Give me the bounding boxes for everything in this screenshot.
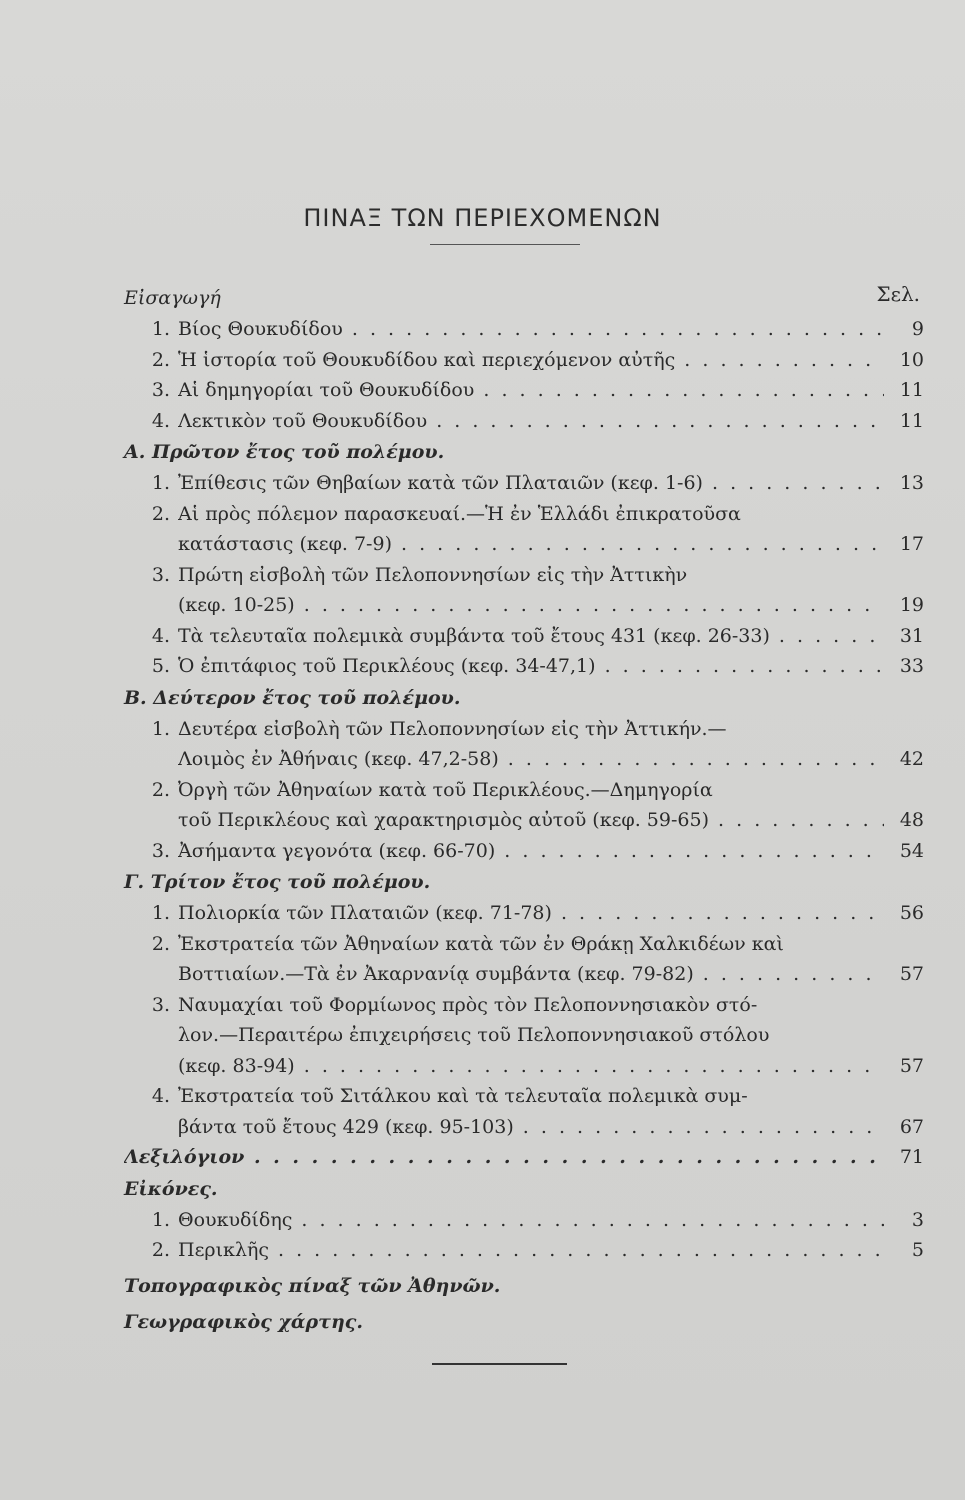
toc-entry [124, 836, 924, 867]
entry-title-line: Τὰ τελευταῖα πολεμικὰ συμβάντα τοῦ ἔτους 431 (κεφ. 26-33) . . . [178, 621, 884, 651]
entry-page: 10 [899, 348, 924, 371]
lexicon-page: 71 [899, 1146, 924, 1168]
entry-page: 54 [899, 839, 924, 862]
end-rule [432, 1363, 567, 1365]
entry-title-line: Ὁ ἐπιτάφιος τοῦ Περικλέους (κεφ. 34-47,1) . . . [178, 651, 884, 681]
toc-entry [124, 621, 924, 652]
entry-title: Περικλῆς . . . [178, 1235, 884, 1265]
entry-number: 5. [151, 655, 170, 677]
entry-page: 11 [899, 379, 924, 401]
toc-entry [124, 345, 924, 376]
section-heading-partA: Α. Πρῶτον ἔτος τοῦ πολέμου. [124, 441, 445, 463]
entry-title: Θουκυδίδης . . . [178, 1205, 884, 1235]
entry-title-line: Ἐκστρατεία τοῦ Σιτάλκου καὶ τὰ τελευταῖα πολεμικὰ συμ- [178, 1085, 748, 1107]
entry-page: 57 [899, 963, 924, 985]
entry-title-line: Δευτέρα εἰσβολὴ τῶν Πελοποννησίων εἰς τὴν Ἀττικήν.— [178, 717, 727, 740]
entry-number: 2. [151, 778, 170, 801]
table-of-contents [124, 282, 924, 1338]
entry-title-line: Πρώτη εἰσβολὴ τῶν Πελοποννησίων εἰς τὴν Ἀττικὴν [178, 563, 688, 586]
toc-entry [124, 1235, 924, 1266]
entry-title-line: τοῦ Περικλέους καὶ χαρακτηρισμὸς αὐτοῦ (κεφ. 59-65) . . . [178, 805, 884, 835]
entry-title-line: βάντα τοῦ ἔτους 429 (κεφ. 95-103) . . . [178, 1112, 884, 1142]
toc-entry [124, 775, 924, 806]
entry-title-line: Πολιορκία τῶν Πλαταιῶν (κεφ. 71-78) . . . [178, 898, 884, 928]
entry-number: 3. [151, 839, 170, 862]
entry-title-line: κατάστασις (κεφ. 7-9) . . . [178, 529, 884, 559]
entry-title: Λεκτικὸν τοῦ Θουκυδίδου . . . [178, 406, 884, 436]
entry-page: 31 [899, 624, 924, 647]
entry-title-line: Βοττιαίων.—Τὰ ἐν Ἀκαρνανίᾳ συμβάντα (κεφ. 79-82) . . . [178, 959, 884, 989]
toc-entry [124, 468, 924, 499]
entry-title-line: Ὀργὴ τῶν Ἀθηναίων κατὰ τοῦ Περικλέους.—Δημηγορία [178, 778, 713, 801]
entry-title-line: (κεφ. 83-94) . . . [178, 1051, 884, 1081]
toc-entry [124, 375, 924, 406]
entry-number: 2. [151, 502, 170, 525]
toc-entry [124, 590, 924, 621]
entry-number: 3. [151, 379, 170, 401]
entry-number: 2. [151, 932, 170, 955]
geographic-map-entry: Γεωγραφικὸς χάρτης. [124, 1310, 363, 1333]
entry-number: 3. [151, 993, 170, 1016]
entry-number: 4. [151, 1085, 170, 1107]
title-rule [430, 244, 580, 245]
entry-number: 3. [151, 563, 170, 586]
entry-number: 1. [151, 1208, 170, 1231]
entry-number: 4. [151, 624, 170, 647]
entry-page: 57 [899, 1054, 924, 1077]
toc-entry [124, 990, 924, 1021]
toc-entry [124, 898, 924, 929]
entry-page: 42 [899, 748, 924, 770]
section-heading-intro: Εἰσαγωγή [124, 287, 221, 309]
entry-page: 17 [899, 533, 924, 555]
lexicon-entry [124, 1142, 924, 1173]
toc-entry [124, 651, 924, 682]
entry-page: 11 [899, 409, 924, 432]
entry-title-line: Λοιμὸς ἐν Ἀθήναις (κεφ. 47,2-58) . . . [178, 744, 884, 774]
entry-title: Ἡ ἱστορία τοῦ Θουκυδίδου καὶ περιεχόμενον αὐτῆς . . . [178, 345, 884, 375]
lexicon-title: Λεξιλόγιον . . . [124, 1142, 884, 1172]
entry-title-line: (κεφ. 10-25) . . . [178, 590, 884, 620]
entry-number: 4. [151, 409, 170, 432]
entry-title: Αἱ δημηγορίαι τοῦ Θουκυδίδου . . . [178, 375, 884, 405]
entry-page: 33 [899, 655, 924, 677]
entry-title-line: Ἐκστρατεία τῶν Ἀθηναίων κατὰ τῶν ἐν Θράκῃ Χαλκιδέων καὶ [178, 932, 784, 955]
section-heading-partC: Γ. Τρίτον ἔτος τοῦ πολέμου. [124, 871, 431, 893]
entry-number: 1. [151, 472, 170, 494]
topographic-map-entry: Τοπογραφικὸς πίναξ τῶν Ἀθηνῶν. [124, 1274, 501, 1297]
toc-entry [124, 499, 924, 530]
toc-entry [124, 1112, 924, 1143]
entry-page: 56 [899, 902, 924, 924]
entry-title-line: λον.—Περαιτέρω ἐπιχειρήσεις τοῦ Πελοποννησιακοῦ στόλου [178, 1024, 770, 1046]
entry-title-line: Ναυμαχίαι τοῦ Φορμίωνος πρὸς τὸν Πελοποννησιακὸν στό- [178, 993, 758, 1016]
entry-page: 19 [899, 594, 924, 616]
entry-page: 5 [911, 1239, 924, 1261]
toc-entry [124, 314, 924, 345]
entry-number: 1. [151, 902, 170, 924]
section-heading-partB: Β. Δεύτερον ἔτος τοῦ πολέμου. [124, 686, 461, 709]
toc-entry [124, 1205, 924, 1236]
page-column-label: Σελ. [876, 282, 920, 306]
toc-entry [124, 1020, 924, 1051]
entry-title-line: Αἱ πρὸς πόλεμον παρασκευαί.—Ἡ ἐν Ἑλλάδι ἐπικρατοῦσα [178, 502, 741, 525]
toc-entry [124, 714, 924, 745]
entry-number: 2. [151, 1239, 170, 1261]
entry-page: 48 [899, 809, 924, 831]
entry-number: 1. [151, 717, 170, 740]
toc-entry [124, 1081, 924, 1112]
toc-entry [124, 529, 924, 560]
entry-page: 3 [911, 1208, 924, 1231]
entry-page: 13 [899, 472, 924, 494]
entry-number: 2. [151, 348, 170, 371]
toc-entry [124, 805, 924, 836]
entry-title: Βίος Θουκυδίδου . . . [178, 314, 884, 344]
entry-page: 67 [899, 1115, 924, 1138]
entry-page: 9 [911, 318, 924, 340]
toc-entry [124, 959, 924, 990]
entry-title-line: Ἀσήμαντα γεγονότα (κεφ. 66-70) . . . [178, 836, 884, 866]
entry-title-line: Ἐπίθεσις τῶν Θηβαίων κατὰ τῶν Πλαταιῶν (κεφ. 1-6) . . . [178, 468, 884, 498]
toc-entry [124, 560, 924, 591]
toc-entry [124, 1051, 924, 1082]
toc-entry [124, 744, 924, 775]
page-title: ΠΙΝΑΞ ΤΩΝ ΠΕΡΙΕΧΟΜΕΝΩΝ [303, 204, 662, 232]
section-heading-images: Εἰκόνες. [124, 1177, 218, 1200]
entry-number: 1. [151, 318, 170, 340]
toc-entry [124, 929, 924, 960]
toc-entry [124, 406, 924, 437]
